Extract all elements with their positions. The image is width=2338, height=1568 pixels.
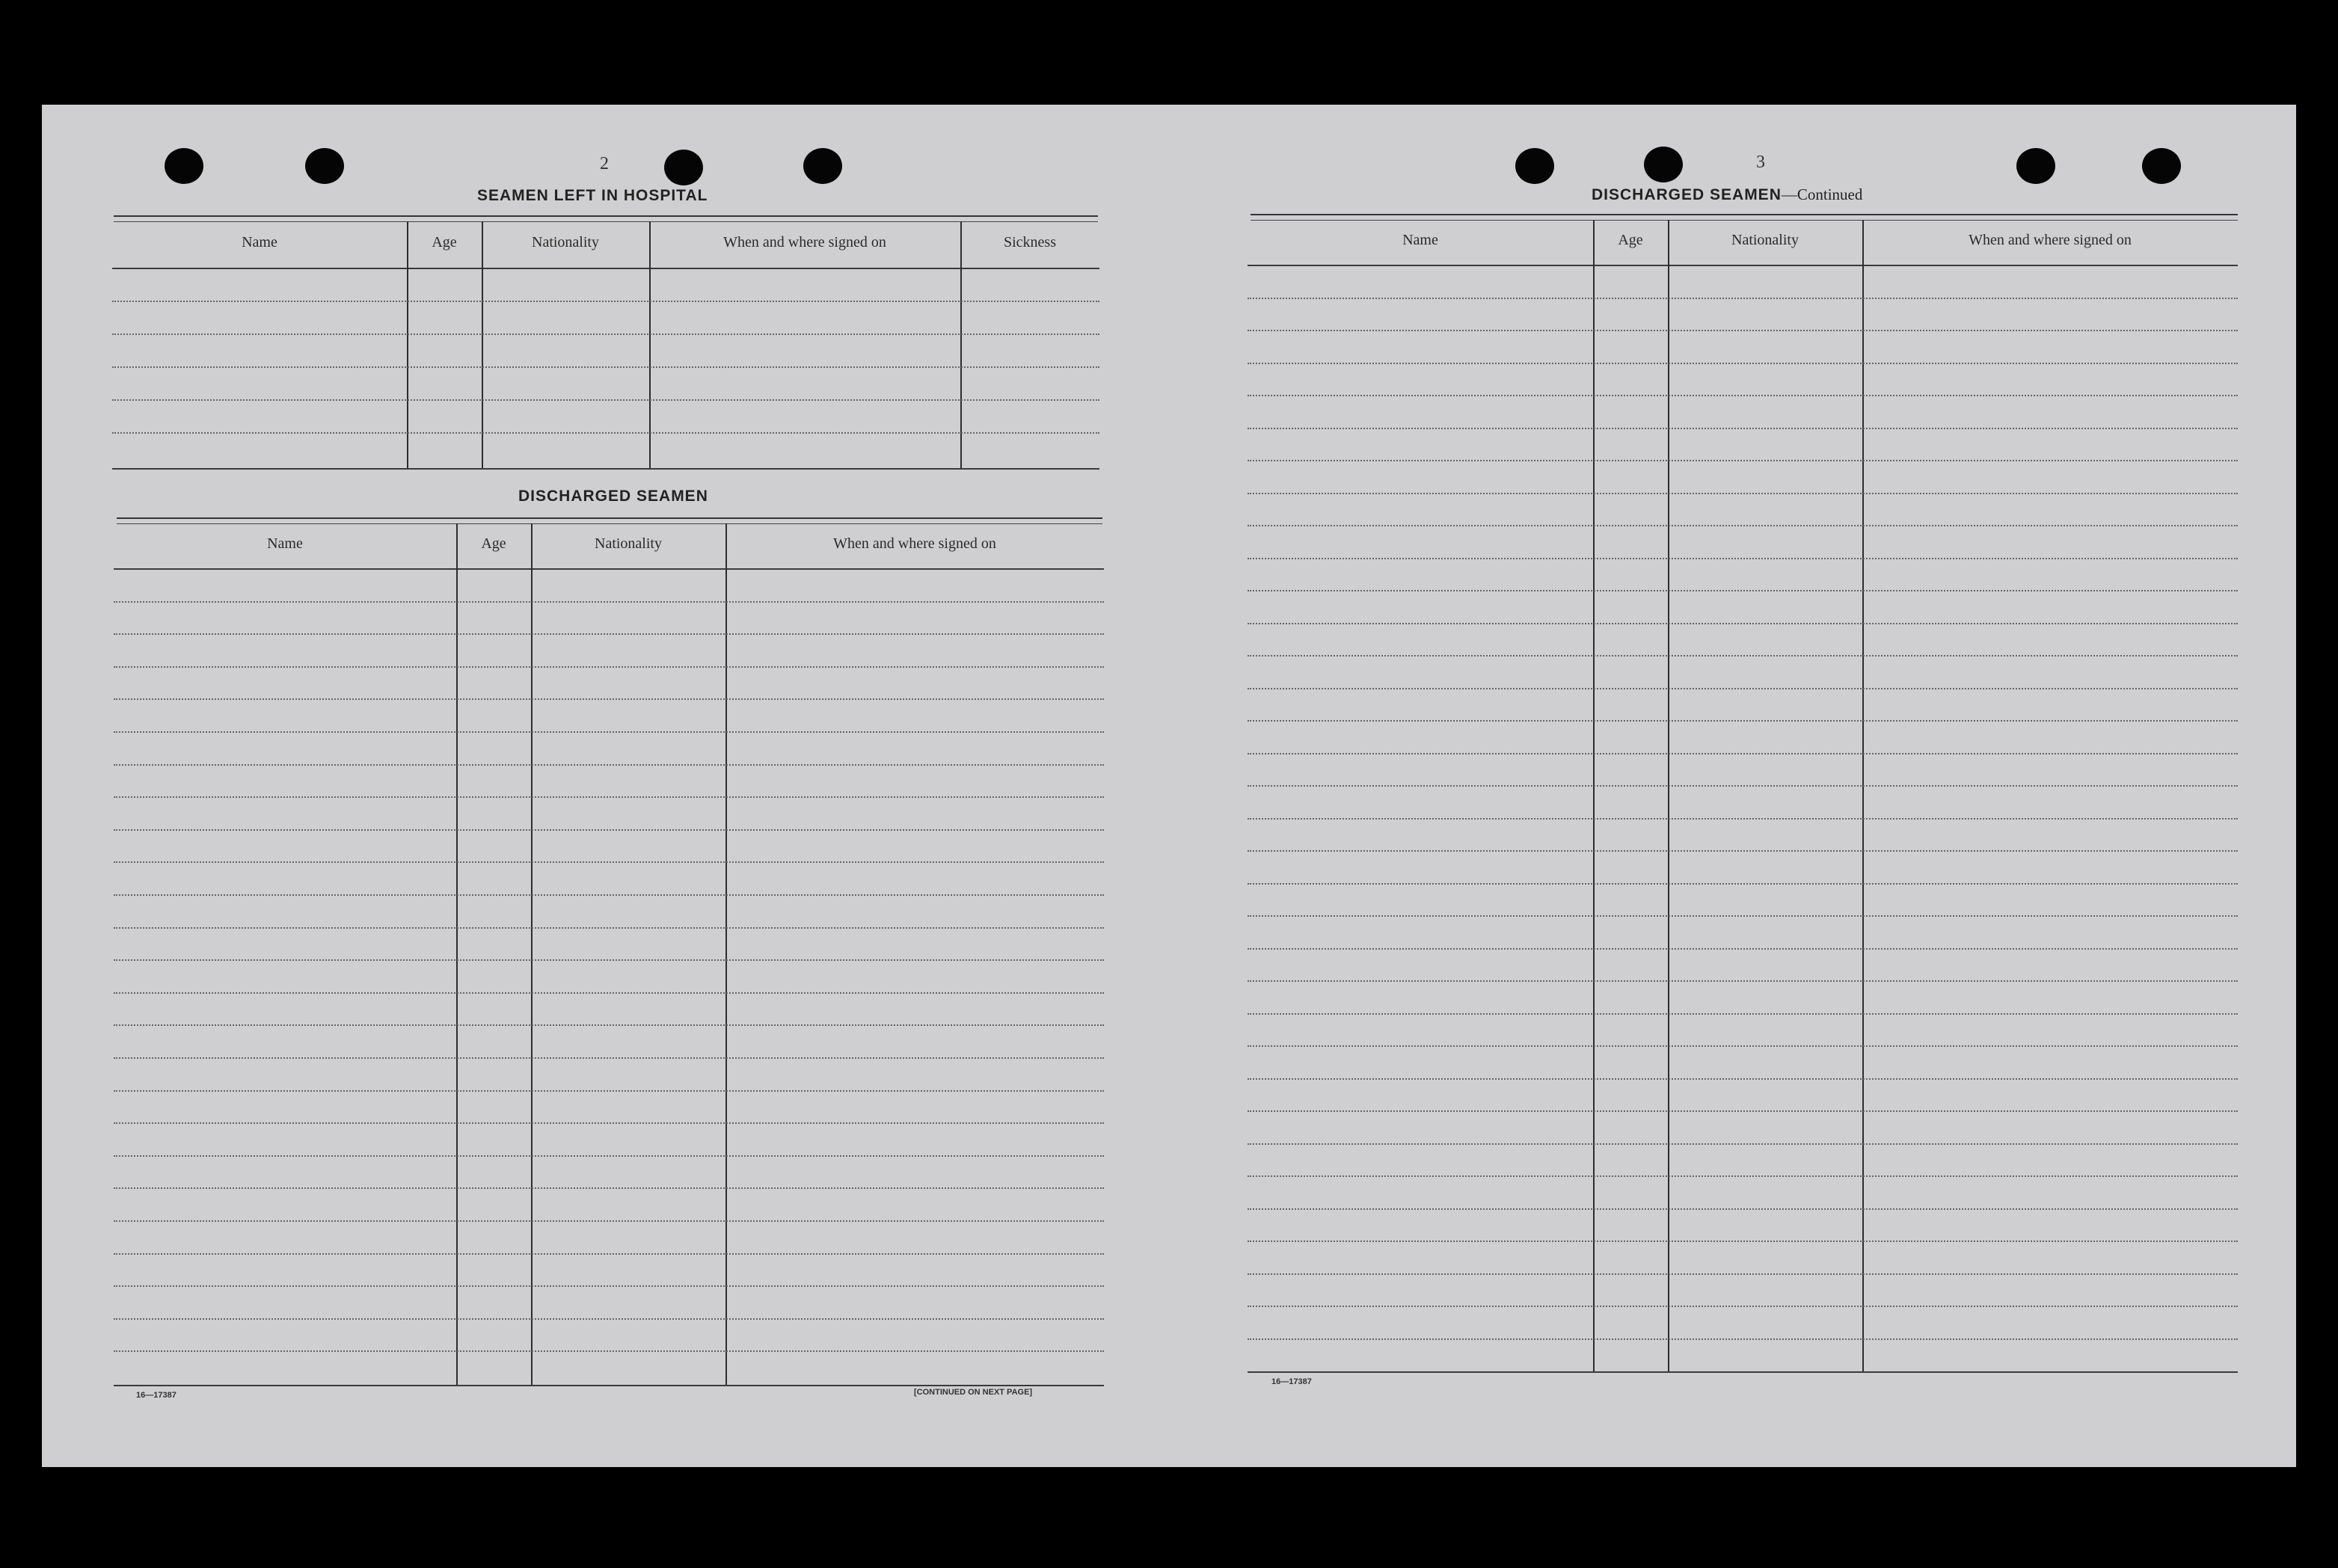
row-line: [1248, 948, 2238, 950]
header-separator: [114, 568, 1104, 570]
column-header-age: Age: [432, 234, 457, 250]
row-line: [114, 796, 1104, 798]
row-line: [1248, 395, 2238, 396]
punch-hole: [305, 148, 344, 184]
row-line: [112, 432, 1099, 434]
row-line: [114, 601, 1104, 603]
column-header-nationality: Nationality: [532, 234, 599, 250]
column-header-age: Age: [481, 535, 506, 552]
column-divider: [531, 523, 533, 1385]
row-line: [114, 1155, 1104, 1157]
row-line: [1248, 298, 2238, 299]
column-divider: [649, 221, 651, 468]
page-number-left: 2: [600, 154, 609, 173]
row-line: [114, 764, 1104, 766]
column-header-nationality: Nationality: [595, 535, 662, 552]
row-line: [112, 301, 1099, 302]
row-line: [1248, 720, 2238, 722]
row-line: [114, 1350, 1104, 1352]
column-header-age: Age: [1618, 232, 1643, 248]
row-line: [1248, 850, 2238, 852]
row-line: [114, 731, 1104, 733]
page-number-right: 3: [1756, 153, 1765, 172]
row-line: [114, 829, 1104, 831]
column-header-when-and-where-signed-on: When and where signed on: [833, 535, 996, 552]
discharged-continued-title-main: DISCHARGED SEAMEN: [1592, 186, 1782, 203]
row-line: [1248, 558, 2238, 559]
row-line: [1248, 590, 2238, 591]
column-header-when-and-where-signed-on: When and where signed on: [723, 234, 886, 250]
column-header-sickness: Sickness: [1004, 234, 1056, 250]
discharged-section-title: DISCHARGED SEAMEN: [518, 488, 708, 505]
column-divider: [1593, 220, 1595, 1371]
row-line: [114, 666, 1104, 668]
row-line: [1248, 980, 2238, 982]
column-divider: [407, 221, 408, 468]
column-divider: [725, 523, 727, 1385]
continued-suffix: —Continued: [1781, 185, 1863, 203]
row-line: [1248, 330, 2238, 331]
row-line: [112, 399, 1099, 401]
row-line: [1248, 883, 2238, 885]
header-separator: [112, 268, 1099, 269]
row-line: [114, 1024, 1104, 1026]
continued-note: [CONTINUED ON NEXT PAGE]: [914, 1388, 1033, 1397]
table-bottom-rule: [112, 468, 1099, 470]
row-line: [114, 959, 1104, 961]
row-line: [114, 1187, 1104, 1189]
row-line: [1248, 753, 2238, 754]
header-separator: [1248, 265, 2238, 266]
row-line: [1248, 655, 2238, 657]
column-divider: [1668, 220, 1669, 1371]
row-line: [1248, 915, 2238, 917]
row-line: [114, 1253, 1104, 1255]
row-line: [114, 1220, 1104, 1222]
row-line: [1248, 785, 2238, 787]
column-divider: [1862, 220, 1864, 1371]
row-line: [114, 861, 1104, 863]
column-divider: [960, 221, 962, 468]
row-line: [114, 992, 1104, 994]
row-line: [1248, 1143, 2238, 1145]
form-number-right: 16—17387: [1271, 1377, 1312, 1386]
row-line: [114, 1122, 1104, 1124]
hospital-table: [112, 221, 1099, 468]
table-bottom-rule: [114, 1385, 1104, 1386]
punch-hole: [1644, 147, 1683, 182]
row-line: [1248, 525, 2238, 526]
punch-hole: [2142, 148, 2181, 184]
row-line: [1248, 688, 2238, 689]
column-divider: [456, 523, 458, 1385]
column-header-name: Name: [242, 234, 277, 250]
row-line: [1248, 1338, 2238, 1340]
form-number-left: 16—17387: [136, 1391, 177, 1400]
row-line: [114, 1318, 1104, 1320]
row-line: [112, 333, 1099, 335]
column-divider: [482, 221, 483, 468]
table-bottom-rule: [1248, 1371, 2238, 1373]
row-line: [1248, 1306, 2238, 1307]
row-line: [114, 1090, 1104, 1092]
punch-hole: [803, 148, 842, 184]
row-line: [114, 1285, 1104, 1287]
column-header-name: Name: [267, 535, 303, 552]
row-line: [114, 927, 1104, 929]
row-line: [1248, 1273, 2238, 1275]
punch-hole: [664, 150, 703, 185]
row-line: [114, 1057, 1104, 1059]
hospital-section-title: SEAMEN LEFT IN HOSPITAL: [477, 187, 708, 204]
column-header-when-and-where-signed-on: When and where signed on: [1969, 232, 2132, 248]
row-line: [1248, 623, 2238, 624]
row-line: [1248, 1208, 2238, 1210]
discharged-continued-title: [1592, 185, 1862, 204]
row-line: [1248, 1175, 2238, 1177]
row-line: [1248, 428, 2238, 429]
punch-hole: [2016, 148, 2055, 184]
punch-hole: [1515, 148, 1554, 184]
row-line: [114, 894, 1104, 896]
row-line: [1248, 1013, 2238, 1015]
punch-hole: [165, 148, 203, 184]
row-line: [1248, 460, 2238, 461]
row-line: [1248, 363, 2238, 364]
row-line: [1248, 1240, 2238, 1242]
row-line: [114, 698, 1104, 700]
column-header-name: Name: [1402, 232, 1438, 248]
row-line: [1248, 493, 2238, 494]
column-header-nationality: Nationality: [1731, 232, 1799, 248]
row-line: [112, 366, 1099, 368]
discharged-continued-table: [1248, 220, 2238, 1371]
row-line: [1248, 1045, 2238, 1047]
row-line: [1248, 1110, 2238, 1112]
row-line: [114, 633, 1104, 635]
row-line: [1248, 818, 2238, 820]
discharged-table: [114, 523, 1104, 1385]
row-line: [1248, 1078, 2238, 1080]
